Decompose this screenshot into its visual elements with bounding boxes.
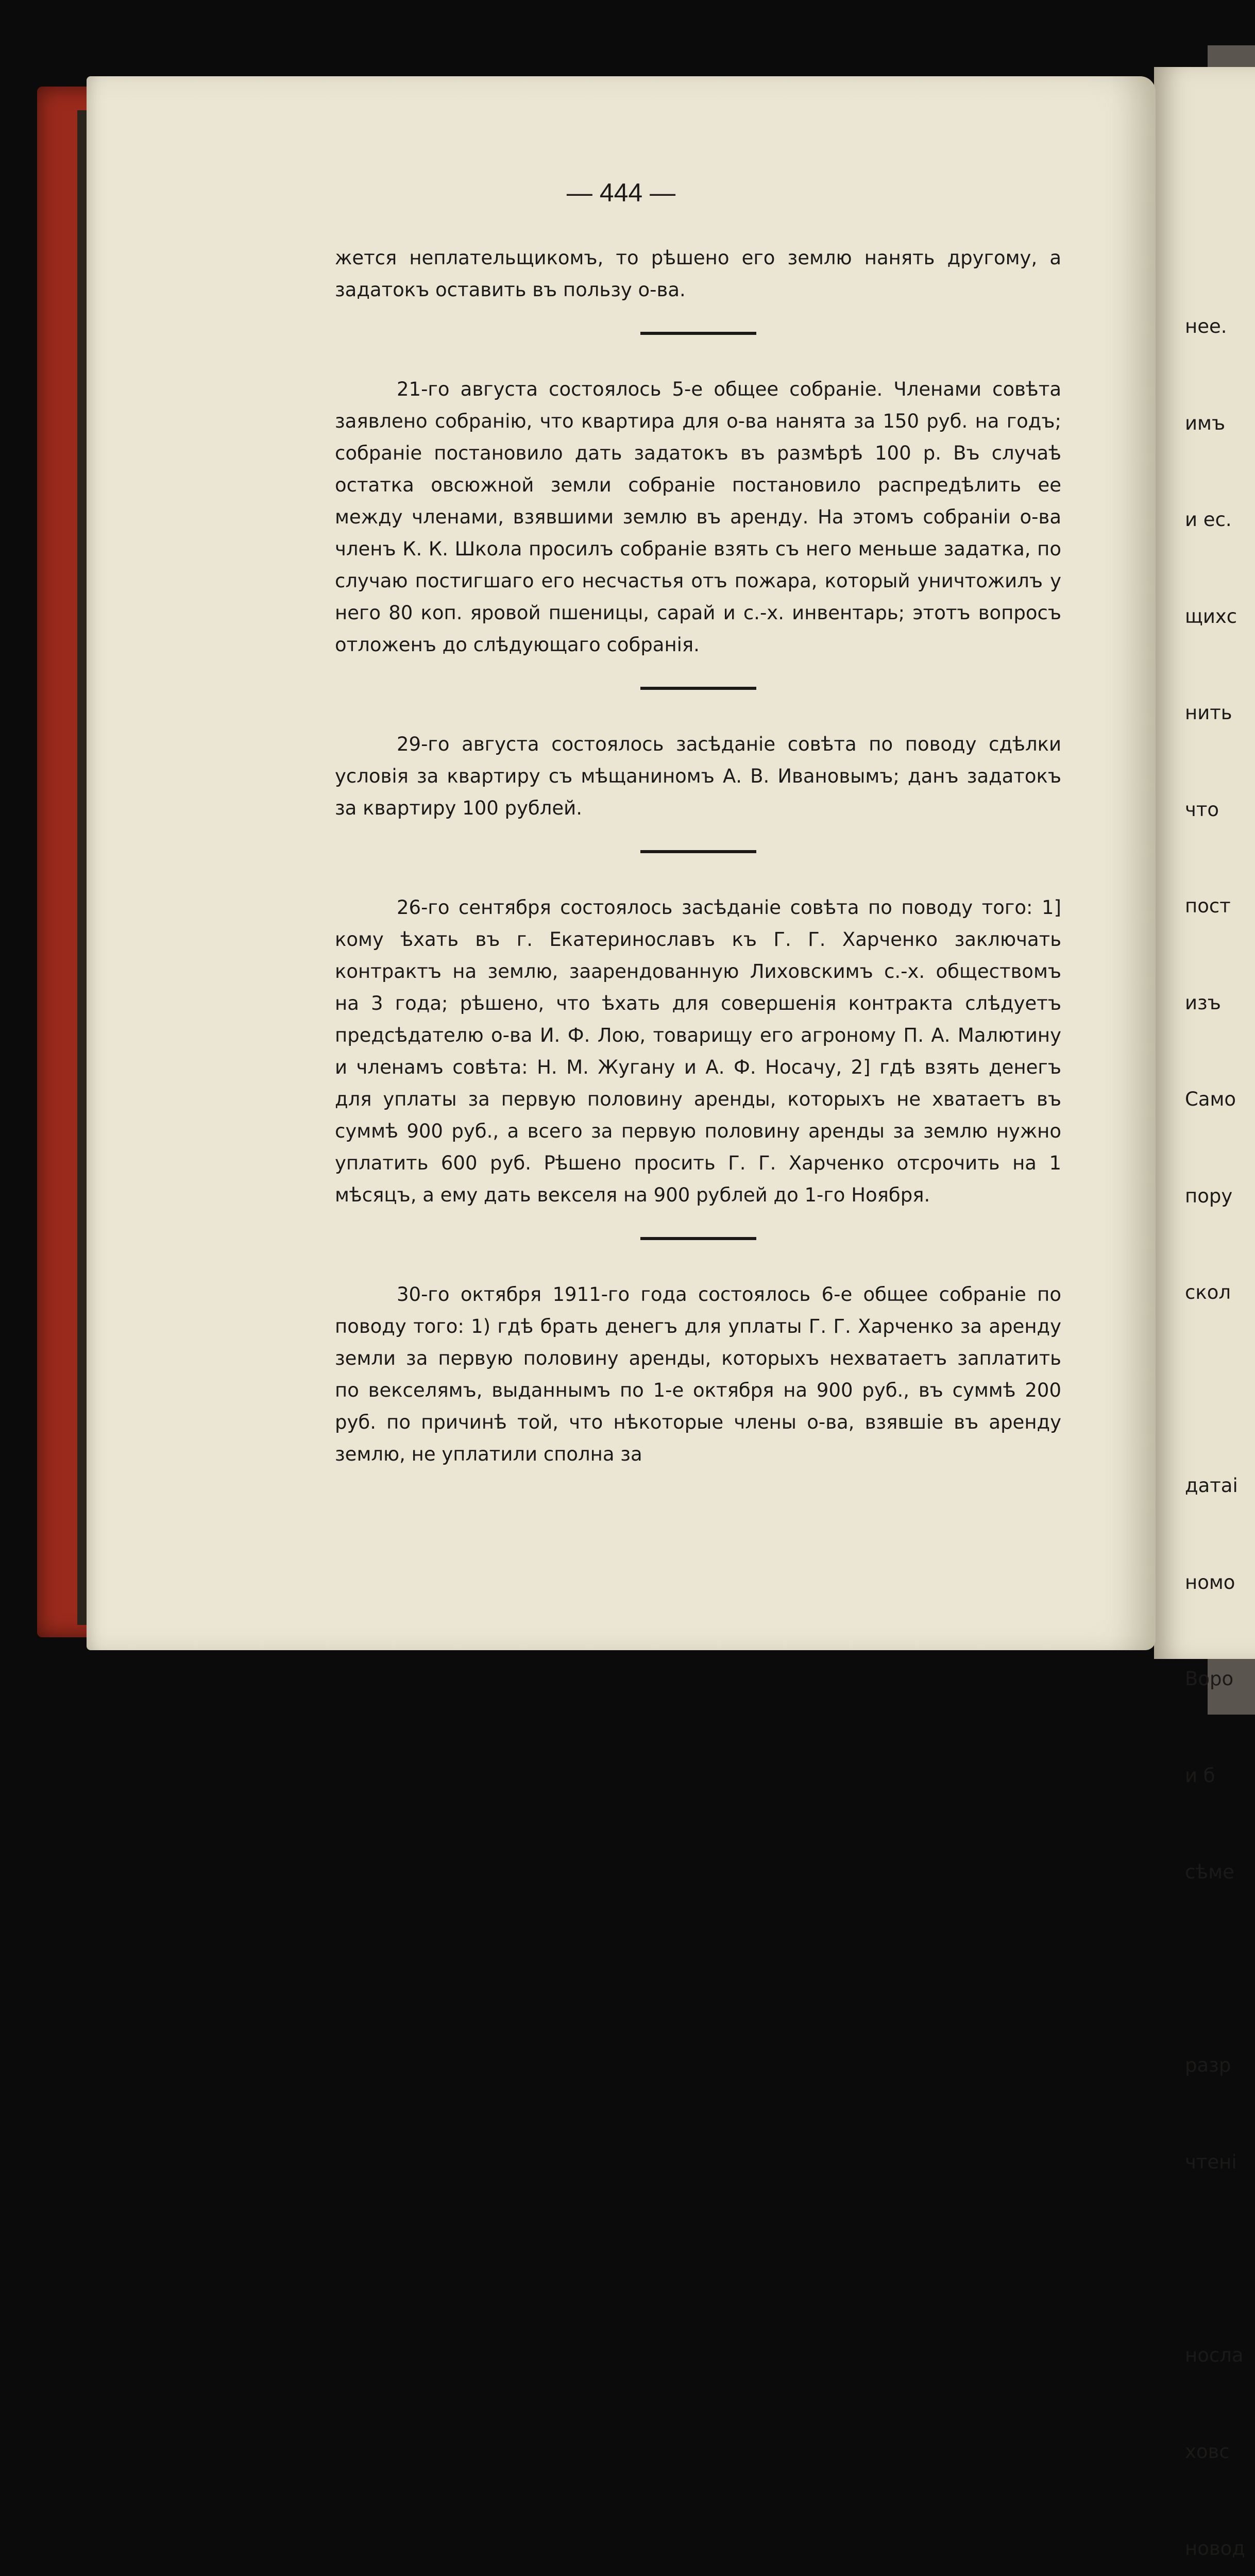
right-page-line: сѣме xyxy=(1185,1861,1234,1883)
paragraph-2: 21-го августа состоялось 5-е общее собраніе. Членами совѣта заявлено собранію, что квартира для о-ва нанята за 150 руб. на годъ; собраніе постановило дать задатокъ въ размѣрѣ 100 р. Въ случаѣ остатка овсюжной земли собраніе постановило распредѣлить ее между членами, взявшими землю въ аренду. На этомъ собраніи о-ва членъ К. К. Школа просилъ собраніе взять съ него меньше задатка, по случаю постигшаго его несчастья отъ пожара, который уничтожилъ у него 80 коп. яровой пшеницы, сарай и с.-х. инвентарь; этотъ вопросъ отложенъ до слѣдующаго собранія. xyxy=(335,378,1061,656)
right-page-line: носла xyxy=(1185,2344,1244,2366)
right-page-line: щихс xyxy=(1185,605,1237,628)
right-page-line: что xyxy=(1185,798,1219,821)
right-page-line: новод xyxy=(1185,2537,1245,2560)
right-page-line: номо xyxy=(1185,1571,1235,1594)
right-page-line: пост xyxy=(1185,895,1231,917)
right-page-line: чтені xyxy=(1185,2150,1237,2173)
paragraph-3: 29-го августа состоялось засѣданіе совѣта по поводу сдѣлки условія за квартиру съ мѣщаниномъ А. В. Ивановымъ; данъ задатокъ за квартиру 100 рублей. xyxy=(335,733,1061,819)
right-page-line: нее. xyxy=(1185,315,1227,337)
right-page-gap xyxy=(1185,1953,1246,1986)
right-page-line: имъ xyxy=(1185,412,1226,434)
paragraph-1: жется неплательщикомъ, то рѣшено его землю нанять другому, а задатокъ оставить въ пользу о-ва. xyxy=(335,247,1061,301)
paragraph-4: 26-го сентября состоялось засѣданіе совѣта по поводу того: 1] кому ѣхать въ г. Екатеринославъ къ Г. Г. Харченко заключать контрактъ на землю, заарендованную Лиховскимъ с.-х. обществомъ на 3 года; рѣшено, что ѣхать для совершенія контракта слѣдуетъ предсѣдателю о-ва И. Ф. Лою, товарищу его агроному П. А. Малютину и членамъ совѣта: Н. М. Жугану и А. Ф. Носачу, 2] гдѣ взять денегъ для уплаты за первую половину аренды, которыхъ не хватаетъ въ суммѣ 900 руб., а всего за первую половину аренды за землю нужно уплатить 600 руб. Рѣшено просить Г. Г. Харченко отсрочить на 1 мѣсяцъ, а ему дать векселя на 900 рублей до 1-го Ноября. xyxy=(335,896,1061,1206)
right-page-text xyxy=(1185,246,1246,2576)
separator-rule xyxy=(640,850,756,853)
right-page-line: скол xyxy=(1185,1281,1231,1303)
page-text xyxy=(335,242,1061,1470)
right-page-line: Воро xyxy=(1185,1668,1234,1690)
right-page-line: пору xyxy=(1185,1184,1233,1207)
right-page-gap xyxy=(1185,2243,1246,2275)
right-page-line: и ес. xyxy=(1185,509,1232,531)
separator-rule xyxy=(640,1237,756,1240)
right-page-line: и б xyxy=(1185,1764,1215,1787)
paragraph-5: 30-го октября 1911-го года состоялось 6-е общее собраніе по поводу того: 1) гдѣ брать денегъ для уплаты Г. Г. Харченко за аренду земли за первую половину аренды, которыхъ нехватаетъ заплатить по векселямъ, выданнымъ по 1-е октября на 900 руб., въ суммѣ 200 руб. по причинѣ той, что нѣкоторые члены о-ва, взявшіе въ аренду землю, не уплатили сполна за xyxy=(335,1283,1061,1465)
separator-rule xyxy=(640,687,756,690)
right-page-line: нить xyxy=(1185,702,1232,724)
right-page-line: датаі xyxy=(1185,1475,1238,1497)
right-page-line: ховс xyxy=(1185,2441,1230,2463)
right-page-line: разр xyxy=(1185,2054,1231,2076)
right-page-gap xyxy=(1185,1374,1246,1406)
right-page-line: изъ xyxy=(1185,991,1221,1014)
page-number: — 444 — xyxy=(566,178,676,207)
right-page-line: Само xyxy=(1185,1088,1236,1110)
separator-rule xyxy=(640,332,756,335)
